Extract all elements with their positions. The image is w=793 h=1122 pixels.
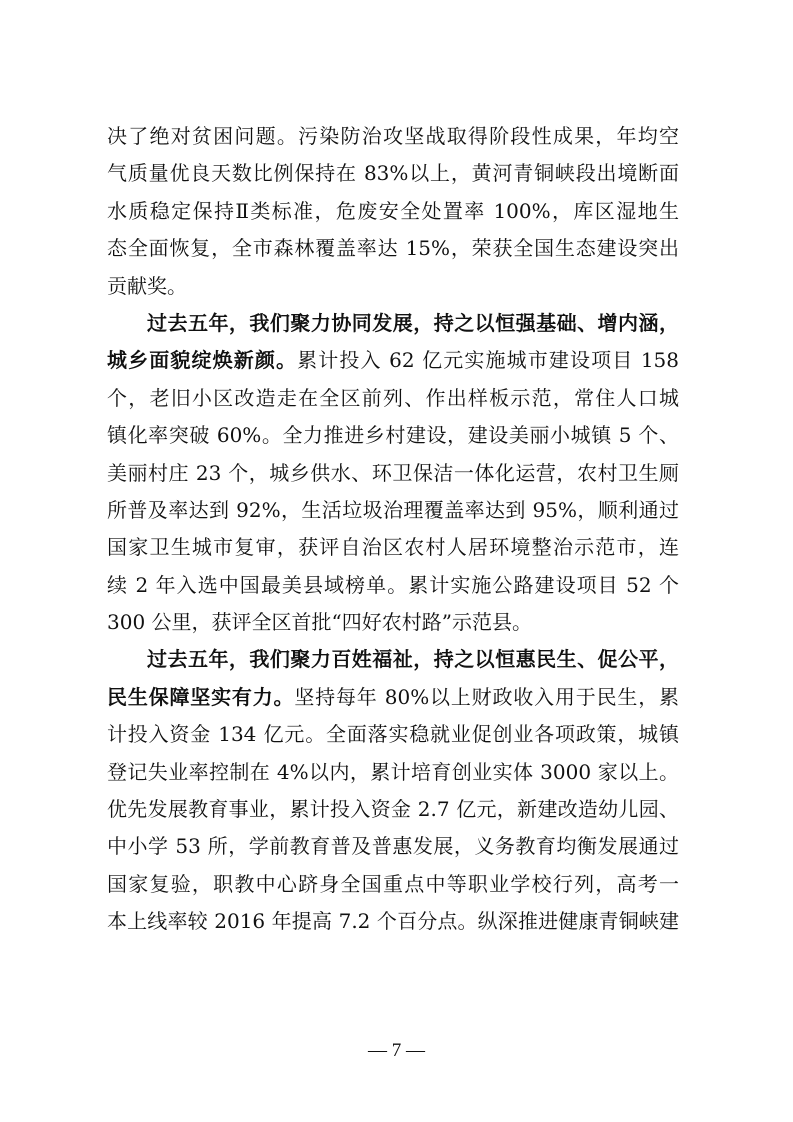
text-line <box>107 230 679 267</box>
line-text: 美丽村庄 23 个，城乡供水、环卫保洁一体化运营，农村卫生厕 <box>107 460 679 485</box>
line-text: 贡献奖。 <box>107 273 187 298</box>
line-text: 优先发展教育事业，累计投入资金 2.7 亿元，新建改造幼儿园、 <box>107 797 679 822</box>
line-text: 登记失业率控制在 4%以内，累计培育创业实体 3000 家以上。 <box>107 759 679 784</box>
text-line <box>107 679 679 716</box>
text-line <box>107 754 679 791</box>
line-text: 个，老旧小区改造走在全区前列、作出样板示范，常住人口城 <box>107 385 679 410</box>
line-text: 国家卫生城市复审，获评自治区农村人居环境整治示范市，连 <box>107 535 679 560</box>
line-text: 本上线率较 2016 年提高 7.2 个百分点。纵深推进健康青铜峡建 <box>107 909 679 934</box>
text-line <box>107 155 679 192</box>
line-text: 决了绝对贫困问题。污染防治攻坚战取得阶段性成果，年均空 <box>107 124 679 148</box>
line-text: 水质稳定保持Ⅱ类标准，危废安全处置率 100%，库区湿地生 <box>107 198 679 223</box>
line-text: 中小学 53 所，学前教育普及普惠发展，义务教育均衡发展通过 <box>107 834 679 859</box>
bold-heading-text: 过去五年，我们聚力百姓福祉，持之以恒惠民生、促公平， <box>147 647 679 672</box>
text-line <box>107 791 679 828</box>
bold-heading-text: 民生保障坚实有力。 <box>107 684 295 709</box>
bold-heading-text: 过去五年，我们聚力协同发展，持之以恒强基础、增内涵， <box>147 310 679 335</box>
text-line <box>107 716 679 753</box>
text-line <box>107 492 679 529</box>
body-text <box>107 118 679 941</box>
line-text: 计投入资金 134 亿元。全面落实稳就业促创业各项政策，城镇 <box>107 722 679 747</box>
text-line <box>107 417 679 454</box>
line-text: 气质量优良天数比例保持在 83%以上，黄河青铜峡段出境断面 <box>107 161 679 186</box>
text-line <box>107 193 679 230</box>
line-text: 镇化率突破 60%。全力推进乡村建设，建设美丽小城镇 5 个、 <box>107 423 679 448</box>
text-line <box>107 118 679 155</box>
text-line <box>107 268 679 305</box>
text-line <box>107 604 679 641</box>
text-line <box>107 903 679 940</box>
text-line <box>107 866 679 903</box>
text-line <box>107 380 679 417</box>
paragraph-heading-line <box>107 641 679 678</box>
line-text: 所普及率达到 92%，生活垃圾治理覆盖率达到 95%，顺利通过 <box>107 497 679 522</box>
line-text: 300 公里，获评全区首批“四好农村路”示范县。 <box>107 610 532 635</box>
text-line <box>107 455 679 492</box>
line-text: 坚持每年 80%以上财政收入用于民生，累 <box>294 684 680 709</box>
paragraph-heading-line <box>107 305 679 342</box>
line-text: 国家复验，职教中心跻身全国重点中等职业学校行列，高考一 <box>107 871 679 896</box>
bold-heading-text: 城乡面貌绽焕新颜。 <box>107 348 298 373</box>
text-line <box>107 567 679 604</box>
text-line <box>107 529 679 566</box>
line-text: 态全面恢复，全市森林覆盖率达 15%，荣获全国生态建设突出 <box>107 236 679 261</box>
line-text: 累计投入 62 亿元实施城市建设项目 158 <box>297 348 680 373</box>
page-number: — 7 — <box>368 1040 425 1061</box>
line-text: 续 2 年入选中国最美县域榜单。累计实施公路建设项目 52 个 <box>107 572 679 597</box>
text-line <box>107 342 679 379</box>
text-line <box>107 828 679 865</box>
